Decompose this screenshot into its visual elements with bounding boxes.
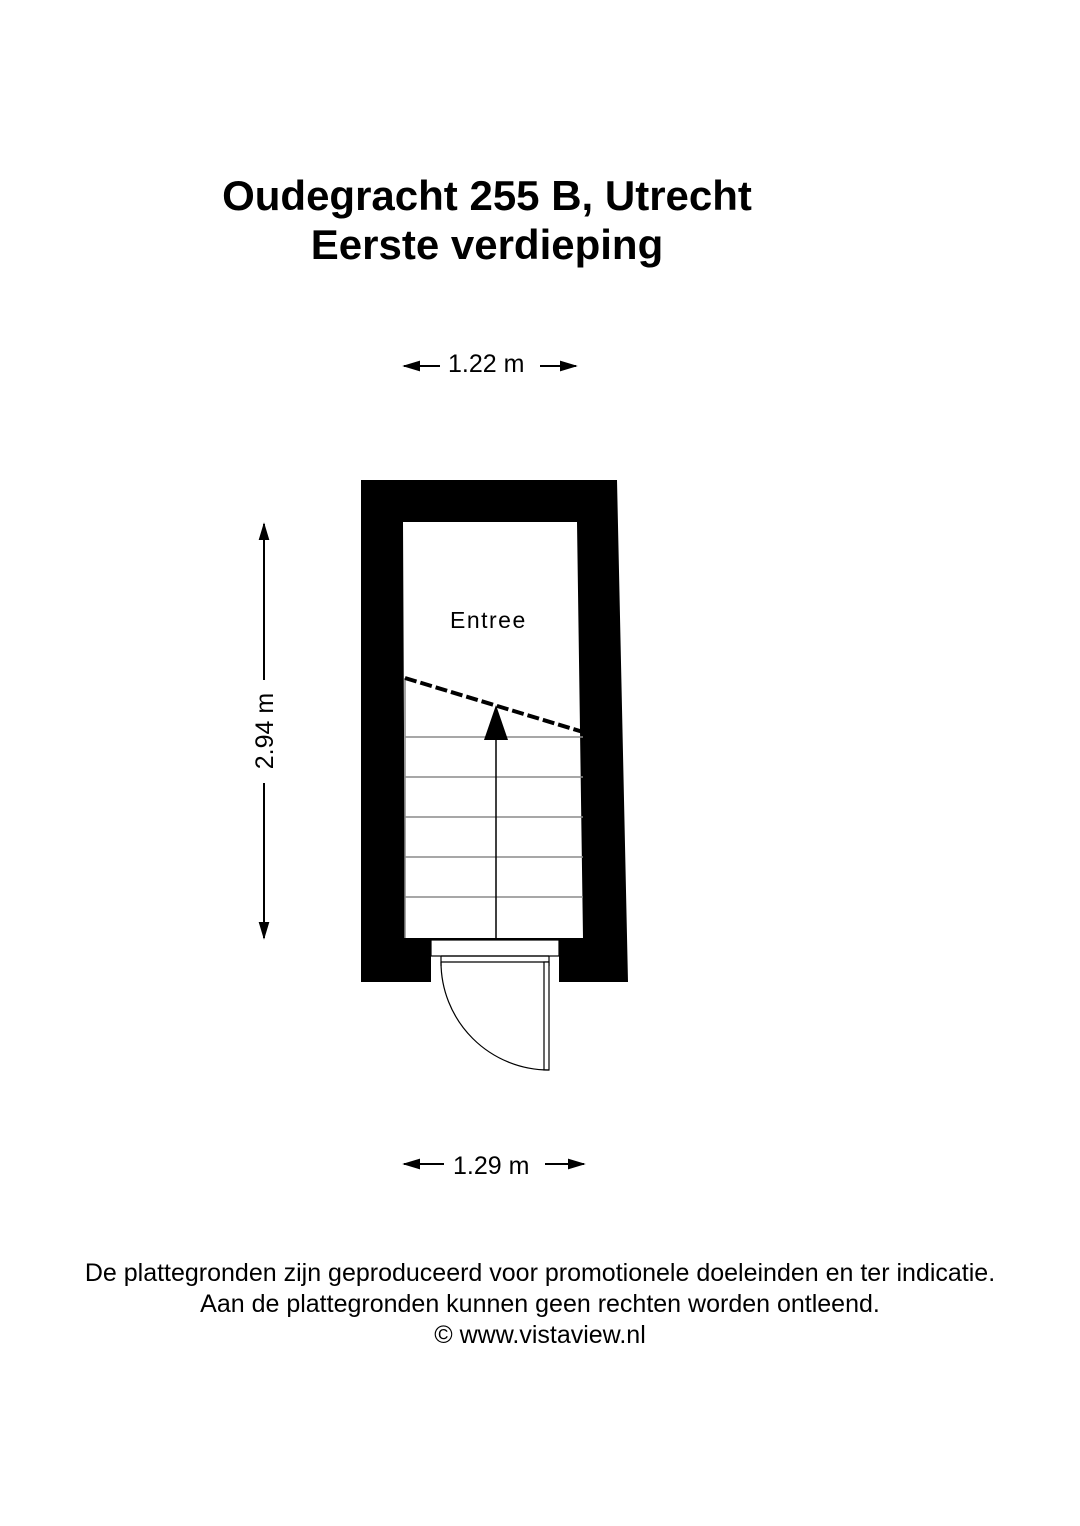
copyright-line: © www.vistaview.nl [434,1321,646,1349]
disclaimer-line-2: Aan de plattegronden kunnen geen rechten worden ontleend. [200,1290,880,1318]
room-label-entree: Entree [450,607,527,633]
door-sill [431,940,559,966]
floor-subtitle: Eerste verdieping [310,221,664,268]
dimension-top-label: 1.22 m [448,350,525,378]
door-swing [441,962,549,1070]
disclaimer-line-1: De plattegronden zijn geproduceerd voor promotionele doeleinden en ter indicatie. [84,1259,996,1287]
dimension-left-label: 2.94 m [251,692,279,770]
dimension-bottom-label: 1.29 m [453,1152,530,1180]
plan-title: Oudegracht 255 B, Utrecht [222,172,752,219]
stair-direction-arrow-icon [484,705,508,740]
